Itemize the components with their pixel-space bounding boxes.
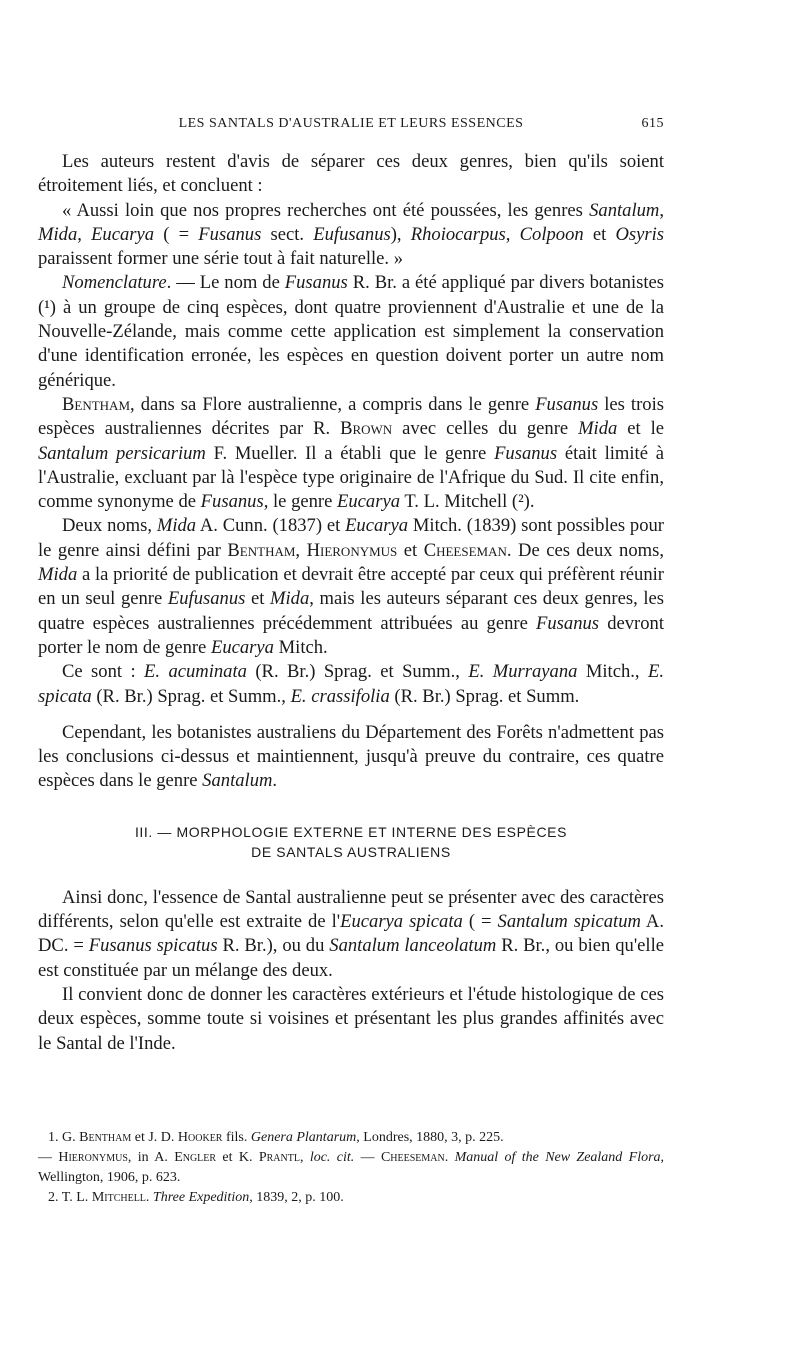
section-heading bbox=[38, 822, 664, 862]
paragraph-4-bentham: Bentham, dans sa Flore australienne, a compris dans le genre Fusanus les trois espèces australiennes décrites par R. Brown avec celles du genre Mida et le Santalum persicarium F. Mueller. Il a établi que le genre Fusanus était limité à l'Australie, excluant par là l'espèce type originaire de l'Afrique du Sud. Il cite enfin, comme synonyme de Fusanus, le genre Eucarya T. L. Mitchell (²). bbox=[38, 393, 664, 513]
footnote-2: 2. T. L. Mitchell. Three Expedition, 1839, 2, p. 100. bbox=[48, 1190, 344, 1205]
footnotes bbox=[38, 1128, 664, 1208]
paragraph-8-ainsi-donc: Ainsi donc, l'essence de Santal australienne peut se présenter avec des caractères différents, selon qu'elle est extraite de l'Eucarya spicata ( = Santalum spicatum A. DC. = Fusanus spicatus R. Br.), ou du Santalum lanceolatum R. Br., ou bien qu'elle est constituée par un mélange des deux. bbox=[38, 886, 665, 981]
main-text bbox=[38, 150, 664, 1056]
page-number: 615 bbox=[641, 116, 664, 131]
footnote-1-continued: — Hieronymus, in A. Engler et K. Prantl, loc. cit. — Cheeseman. Manual of the New Zealand Flora, Wellington, 1906, p. 623. bbox=[38, 1150, 665, 1185]
paragraph-3-nomenclature: Nomenclature. — Le nom de Fusanus R. Br. a été appliqué par divers botanistes (¹) à un groupe de cinq espèces, dont quatre proviennent d'Australie et une de la Nouvelle-Zélande, mais comme cette application est simplement la conservation d'une identification erronée, les espèces en question doivent porter un autre nom générique. bbox=[38, 272, 664, 391]
footnote-1: 1. G. Bentham et J. D. Hooker fils. Genera Plantarum, Londres, 1880, 3, p. 225. bbox=[48, 1130, 504, 1145]
running-header bbox=[38, 116, 664, 138]
section-heading-line-2: DE SANTALS AUSTRALIENS bbox=[251, 843, 451, 860]
section-heading-line-1: III. — MORPHOLOGIE EXTERNE ET INTERNE DES ESPÈCES bbox=[134, 823, 568, 840]
paragraph-6-species-list: Ce sont : E. acuminata (R. Br.) Sprag. et Summ., E. Murrayana Mitch., E. spicata (R. Br.) Sprag. et Summ., E. crassifolia (R. Br.) Sprag. et Summ. bbox=[38, 661, 664, 707]
running-title: LES SANTALS D'AUSTRALIE ET LEURS ESSENCES bbox=[178, 116, 524, 131]
paragraph-2-quote: « Aussi loin que nos propres recherches ont été poussées, les genres Santalum, Mida, Eucarya ( = Fusanus sect. Eufusanus), Rhoiocarpus, Colpoon et Osyris paraissent former une série tout à fait naturelle. » bbox=[38, 199, 665, 270]
paragraph-1: Les auteurs restent d'avis de séparer ces deux genres, bien qu'ils soient étroitement liés, et concluent : bbox=[38, 151, 664, 197]
paragraph-7-cependant: Cependant, les botanistes australiens du Département des Forêts n'admettent pas les conclusions ci-dessus et maintiennent, jusqu'à preuve du contraire, ces quatre espèces dans le genre Santalum. bbox=[38, 721, 664, 792]
paragraph-9-il-convient: Il convient donc de donner les caractères extérieurs et l'étude histologique de ces deux espèces, somme toute si voisines et présentant les plus grandes affinités avec le Santal de l'Inde. bbox=[38, 983, 664, 1054]
paragraph-5-deux-noms: Deux noms, Mida A. Cunn. (1837) et Eucarya Mitch. (1839) sont possibles pour le genre ainsi défini par Bentham, Hieronymus et Cheeseman. De ces deux noms, Mida a la priorité de publication et devrait être accepté par ceux qui préfèrent réunir en un seul genre Eufusanus et Mida, mais les auteurs séparant ces deux genres, les quatre espèces australiennes précédemment attribuées au genre Fusanus devront porter le nom de genre Eucarya Mitch. bbox=[38, 515, 665, 658]
